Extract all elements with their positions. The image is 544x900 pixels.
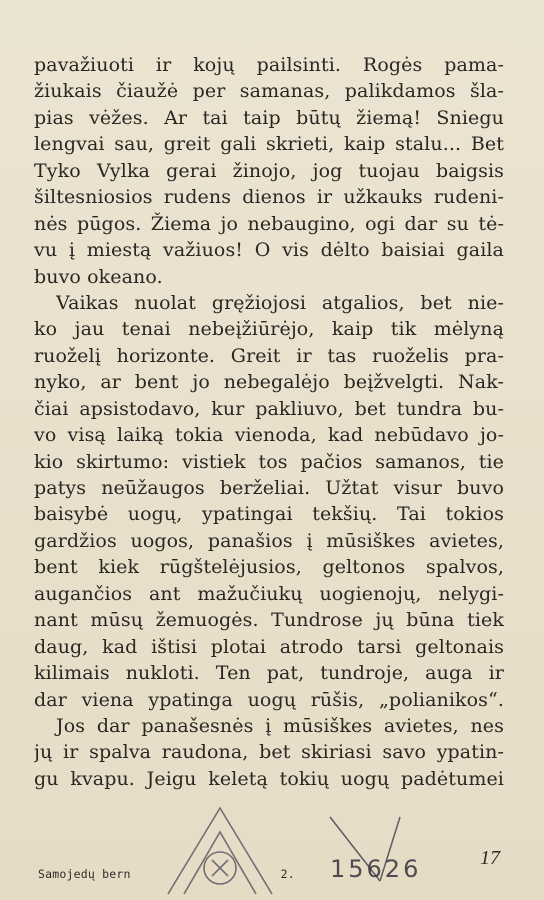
text-line: vo visą laiką tokia vienoda, kad nebūdavo jo- [34, 424, 504, 447]
text-line: Tyko Vylka gerai žinojo, jog tuojau baigsis [34, 159, 504, 182]
signature-end-text: 2. [280, 867, 295, 881]
text-line: bent kiek rūgštelėjusios, geltonos spalvos, [34, 556, 504, 579]
text-line: kilimais nukloti. Ten pat, tundroje, auga ir [34, 662, 504, 685]
text-line: daug, kad ištisi plotai atrodo tarsi geltonais [34, 635, 504, 658]
text-line: čiai apsistodavo, kur pakliuvo, bet tundra bu- [34, 397, 504, 420]
text-line: nant mūsų žemuogės. Tundrose jų būna tiek [34, 609, 504, 632]
text-line: vu į miestą važiuos! O vis dėlto baisiai gaila [34, 239, 504, 262]
page-body-text [34, 52, 504, 792]
text-line: ruoželį horizonte. Greit ir tas ruoželis pra- [34, 344, 504, 367]
text-line: Vaikas nuolat gręžiojosi atgalios, bet nie- [56, 291, 504, 314]
text-line: šiltesniosios rudens dienos ir užkauks rudeni- [34, 186, 504, 209]
signature-mark [38, 867, 295, 881]
text-line: kio skirtumo: vistiek tos pačios samanos, tie [34, 450, 504, 473]
text-line: žiukais čiaužė per samanas, palikdamos šla- [34, 80, 504, 103]
text-line: pavažiuoti ir kojų pailsinti. Rogės pama- [34, 54, 504, 76]
text-line: lengvai sau, greit gali skrieti, kaip stalu... Bet [34, 133, 504, 156]
text-line: nyko, ar bent jo nebegalėjo beįžvelgti. Nak- [34, 371, 504, 394]
page-number: 17 [480, 847, 500, 869]
text-line: ko jau tenai nebeįžiūrėjo, kaip tik mėlyną [34, 318, 504, 341]
signature-text: Samojedų bern [38, 867, 131, 881]
text-line: dar viena ypatinga uogų rūšis, „polianikos“. [34, 688, 504, 711]
text-line: pias vėžes. Ar tai taip būtų žiemą! Sniegu [34, 106, 504, 129]
text-line: augančios ant mažučiukų uogienojų, nelygi- [34, 582, 504, 605]
text-line: gardžios uogos, panašios į mūsiškes avietes, [34, 529, 504, 552]
text-line: patys neūžaugos berželiai. Užtat visur buvo [34, 477, 504, 499]
text-line: gu kvapu. Jeigu keletą tokių uogų padėtumei [34, 767, 504, 790]
page-footer [0, 847, 544, 900]
text-line: baisybė uogų, ypatingai tekšių. Tai tokios [34, 503, 504, 526]
text-line: jų ir spalva raudona, bet skiriasi savo ypatin- [34, 741, 504, 764]
library-stamp-icon [160, 802, 280, 897]
text-line: nės pūgos. Žiema jo nebaugino, ogi dar su tė- [34, 212, 504, 235]
inventory-number: 15626 [330, 855, 422, 883]
text-line: buvo okeano. [34, 265, 163, 288]
text-line: Jos dar panašesnės į mūsiškes avietes, nes [56, 714, 504, 737]
